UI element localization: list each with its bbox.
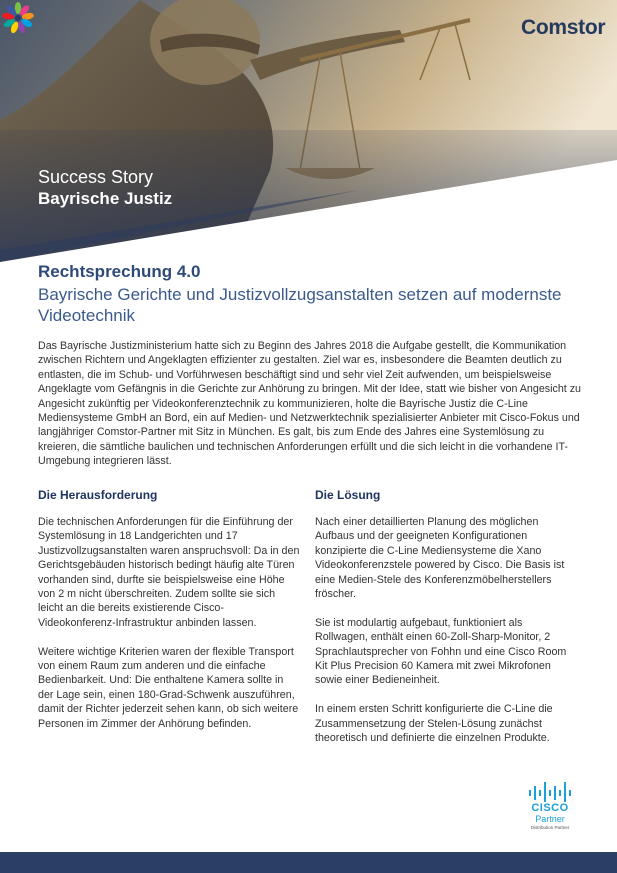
- hero-banner: [0, 0, 617, 262]
- left-column-heading: Die Herausforderung: [38, 488, 158, 502]
- cisco-bars-icon: [521, 782, 585, 802]
- hero-title: Bayrische Justiz: [38, 189, 173, 208]
- cisco-wordmark: CISCO: [531, 802, 569, 814]
- article-subheadline: Bayrische Gerichte und Justizvollzugsanstalten setzen auf modernste Videotechnik: [38, 285, 562, 325]
- article-headline: Rechtsprechung 4.0: [38, 262, 201, 281]
- distribution-partner-label: Distribution Partner: [530, 825, 570, 830]
- left-paragraph: Die technischen Anforderungen für die Einführung der Systemlösung in 18 Landgerichten und 17 Justizvollzugsanstalten waren anspruchsvoll: Da in den Gerichtsgebäuden historisch bedingt häufig alte Türen vorhanden sind, durfte sie beispielsweise eine Höhe von 2 m nicht überschreiten. Zudem sollte sie sich leicht an die bereits existierende Cisco-Videokonferenz-Infrastruktur anbinden lassen.: [38, 516, 300, 629]
- cisco-partner-logo-icon: [521, 782, 585, 834]
- left-paragraph: Weitere wichtige Kriterien waren der flexible Transport von einem Raum zum anderen und die einfache Bedienbarkeit. Und: Die enthaltene Kamera sollte in der Lage sein, einen 180-Grad-Schwenk auszuführen, damit der Richter jederzeit sehen kann, ob sich weitere Personen im Zimmer der Anhörung befinden.: [38, 645, 299, 730]
- right-column-heading: Die Lösung: [315, 488, 381, 502]
- right-column: [315, 515, 577, 760]
- right-paragraph: Sie ist modulartig aufgebaut, funktioniert als Rollwagen, enthält einen 60-Zoll-Sharp-Monitor, 2 Sprachlautsprecher von Fohhn und eine Cisco Room Kit Plus Precision 60 Kamera mit zwei Mikrofonen sowie einer Bedieneinheit.: [315, 616, 567, 687]
- right-paragraph: In einem ersten Schritt konfigurierte die C-Line die Zusammensetzung der Stelen-Lösung zunächst theoretisch und definierte die einzelnen Produkte.: [315, 703, 553, 745]
- brand-name: Comstor: [521, 16, 606, 39]
- partner-label: Partner: [535, 814, 565, 824]
- hero-kicker: Success Story: [38, 167, 154, 187]
- footer-bar: [0, 852, 617, 873]
- comstor-logo-icon: [0, 0, 132, 36]
- right-paragraph: Nach einer detaillierten Planung des möglichen Aufbaus und der geeigneten Konfigurationen konzipierte die C-Line Mediensysteme die Xano Videokonferenzstele powered by Cisco. Die Basis ist eine Medien-Stele des Konferenzmöbelherstellers fröscher.: [315, 516, 565, 601]
- left-column: [38, 515, 300, 745]
- intro-paragraph: Das Bayrische Justizministerium hatte sich zu Beginn des Jahres 2018 die Aufgabe gestellt, die Kommunikation zwischen Richtern und Angeklagten effizienter zu gestalten. Ziel war es, insbesondere die Beamten deutlich zu entlasten, die im Schub- und Vorführwesen beschäftigt sind und sehr viel Zeit aufwenden, um beispielsweise Angeklagte vom Gefängnis in die Gerichte zur Anhörung zu bringen. Mit der Idee, statt wie bisher von Angesicht zu Angesicht zukünftig per Videokonferenztechnik zu kommunizieren, holte die Bayrische Justiz die C-Line Mediensysteme GmbH an Bord, ein auf Medien- und Netzwerktechnik spezialisierter Anbieter mit Cisco-Fokus und langjähriger Comstor-Partner mit Sitz in München. Es galt, bis zum Ende des Jahres eine Systemlösung zu kreieren, die sämtliche baulichen und technischen Anforderungen erfüllt und die sich leicht in die vorhandene IT-Umgebung integrieren lässt.: [38, 340, 581, 468]
